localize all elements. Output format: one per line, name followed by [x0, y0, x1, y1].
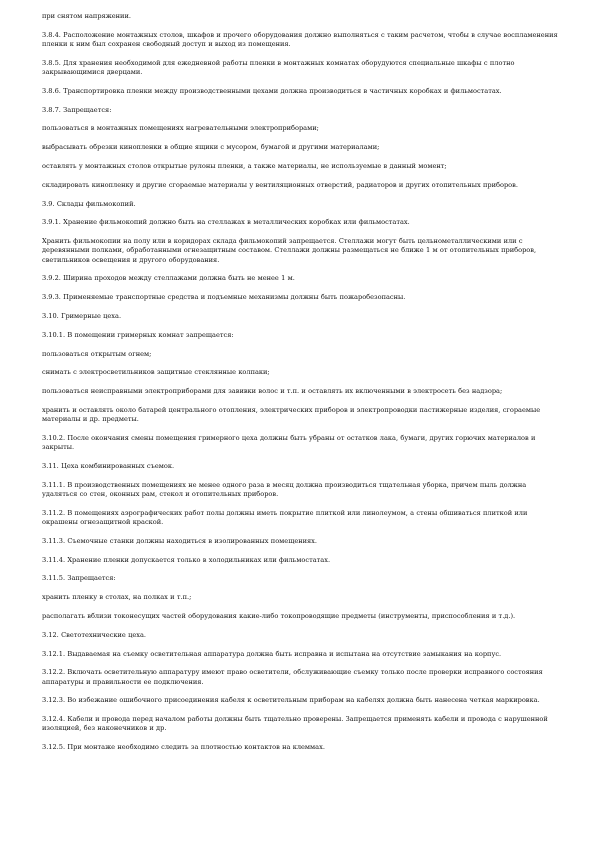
list-item: складировать кинопленку и другие сгораемые материалы у вентиляционных отверстий, радиаторов и других отопительных приборов. — [42, 180, 518, 189]
paragraph-3-8-4: 3.8.4. Расположение монтажных столов, шкафов и прочего оборудования должно выполняться с таким расчетом, чтобы в случае воспламенения пленки к ним был сохранен свободный доступ и выход из помещения. — [42, 30, 558, 48]
section-heading-3-9: 3.9. Склады фильмокопий. — [42, 199, 136, 208]
document-page — [42, 12, 562, 762]
paragraph-3-12-5: 3.12.5. При монтаже необходимо следить за плотностью контактов на клеммах. — [42, 743, 325, 752]
paragraph-3-11-4: 3.11.4. Хранение пленки допускается только в холодильниках или фильмостатах. — [42, 555, 331, 564]
paragraph-3-11-1: 3.11.1. В производственных помещениях не менее одного раза в месяц должна производиться тщательная уборка, причем пыль должна удаляться со стен, оконных рам, стекол и отопительных приборов. — [42, 480, 527, 498]
paragraph-3-9-2: 3.9.2. Ширина проходов между стеллажами должна быть не менее 1 м. — [42, 274, 295, 283]
paragraph-3-11-3: 3.11.3. Съемочные станки должны находиться в изолированных помещениях. — [42, 536, 317, 545]
paragraph-3-12-3: 3.12.3. Во избежание ошибочного присоединения кабеля к осветительным приборам на кабелях должна быть нанесена четкая маркировка. — [42, 696, 540, 705]
paragraph-3-12-1: 3.12.1. Выдаваемая на съемку осветительная аппаратура должна быть исправна и испытана на отсутствие замыкания на корпус. — [42, 649, 502, 658]
paragraph-3-12-4: 3.12.4. Кабели и провода перед началом работы должны быть тщательно проверены. Запрещается применять кабели и провода с нарушенной изоляцией, без наконечников и др. — [42, 715, 548, 733]
list-item: хранить и оставлять около батарей центрального отопления, электрических приборов и электропроводки пастижерные изделия, сгораемые материалы и др. предметы. — [42, 405, 541, 424]
paragraph-3-8-5: 3.8.5. Для хранения необходимой для ежедневной работы пленки в монтажных комнатах оборудуются специальные шкафы с плотно закрывающимися дверцами. — [42, 58, 515, 76]
list-item: пользоваться открытым огнем; — [42, 349, 152, 358]
paragraph-continuation: при снятом напряжении. — [42, 12, 131, 20]
list-item: выбрасывать обрезки кинопленки в общие ящики с мусором, бумагой и другими материалами; — [42, 143, 380, 152]
paragraph-3-10-1: 3.10.1. В помещении гримерных комнат запрещается: — [42, 330, 234, 339]
paragraph-3-9-1: 3.9.1. Хранение фильмокопий должно быть на стеллажах в металлических коробках или фильмостатах. — [42, 218, 410, 227]
section-heading-3-12: 3.12. Светотехнические цеха. — [42, 630, 146, 639]
paragraph-3-10-2: 3.10.2. После окончания смены помещения гримерного цеха должны быть убраны от остатков лака, бумаги, других горючих материалов и закрыты. — [42, 433, 536, 452]
list-item: располагать вблизи токонесущих частей оборудования какие-либо токопроводящие предметы (инструменты, приспособления и т.д.). — [42, 611, 516, 620]
paragraph-3-8-7: 3.8.7. Запрещается: — [42, 105, 112, 114]
section-heading-3-11: 3.11. Цеха комбинированных съемок. — [42, 461, 175, 470]
paragraph-3-12-2: 3.12.2. Включать осветительную аппаратуру имеют право осветители, обслуживающие съемку только после проверки исправного состояния аппаратуры и правильности ее подключения. — [42, 668, 543, 686]
paragraph-3-8-6: 3.8.6. Транспортировка пленки между производственными цехами должна производиться в частичных коробках и фильмостатах. — [42, 86, 502, 95]
list-item: хранить пленку в столах, на полках и т.п.; — [42, 593, 192, 602]
list-item: пользоваться неисправными электроприборами для завивки волос и т.п. и оставлять их включенными в электросеть без надзора; — [42, 387, 503, 396]
list-item: пользоваться в монтажных помещениях нагревательными электроприборами; — [42, 124, 319, 133]
list-item: оставлять у монтажных столов открытые рулоны пленки, а также материалы, не используемые в данный момент; — [42, 161, 447, 170]
paragraph-3-11-5: 3.11.5. Запрещается: — [42, 574, 116, 583]
list-item: снимать с электросветильников защитные стеклянные колпаки; — [42, 368, 270, 377]
paragraph-3-9-3: 3.9.3. Применяемые транспортные средства и подъемные механизмы должны быть пожаробезопасны. — [42, 293, 406, 302]
section-heading-3-10: 3.10. Гримерные цеха. — [42, 311, 122, 320]
paragraph-3-11-2: 3.11.2. В помещениях аэрографических работ полы должны иметь покрытие плиткой или линолеумом, а стены обшиваться плиткой или окрашены огнезащитной краской. — [42, 508, 528, 526]
paragraph-storage-rules: Хранить фильмокопии на полу или в коридорах склада фильмокопий запрещается. Стеллажи могут быть цельнометаллическими или с деревянными полками, обработанными огнезащитным составом. Стеллажи должны размещаться не ближе 1 м от отопительных приборов, светильников освещения и другого оборудования. — [42, 237, 537, 264]
